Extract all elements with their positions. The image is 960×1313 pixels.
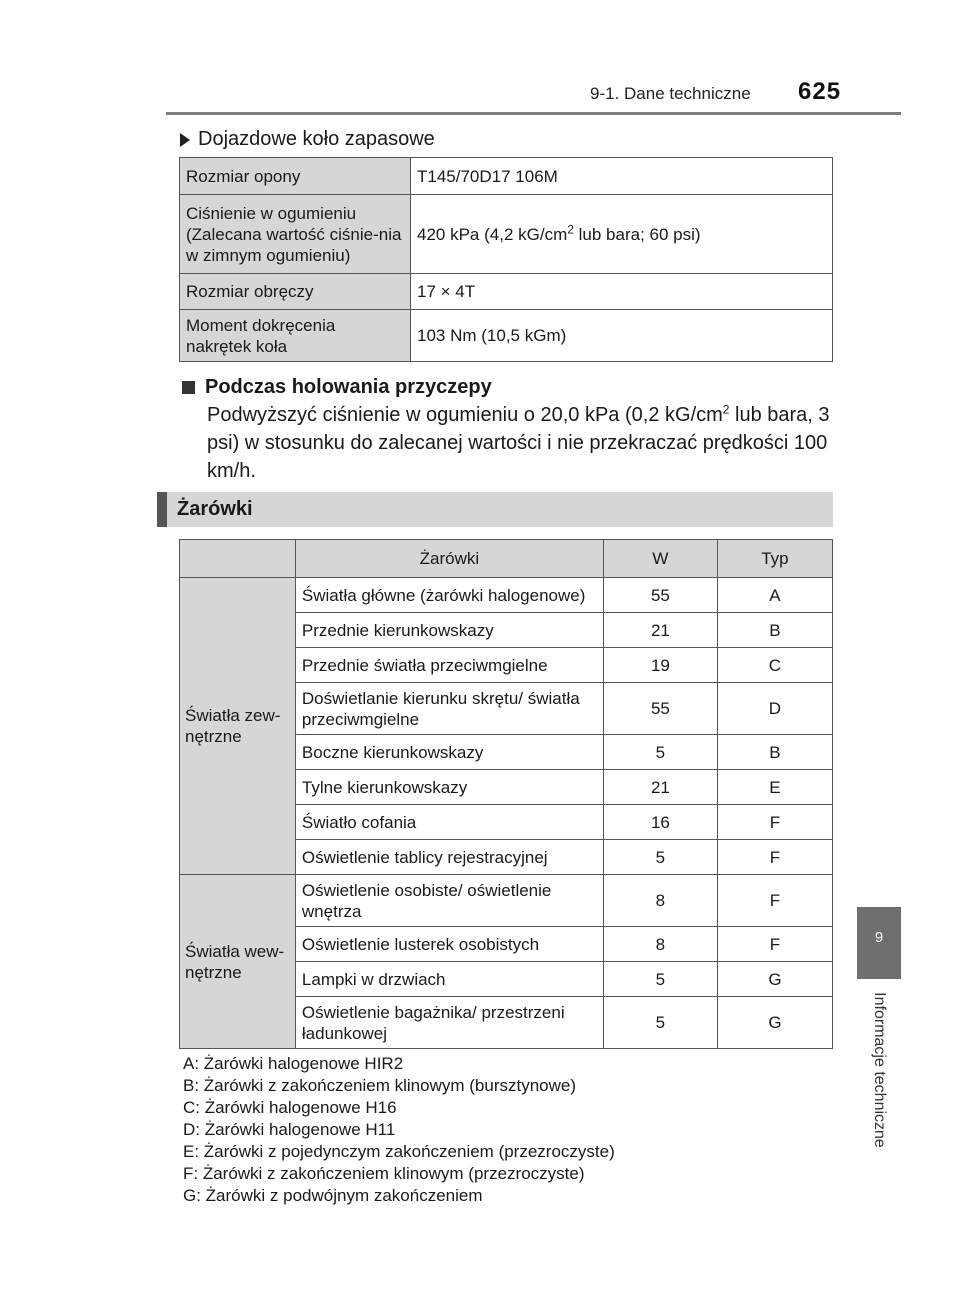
spare-wheel-heading — [180, 128, 435, 151]
bulb-name: Oświetlenie bagażnika/ przestrzeni ładunkowej — [295, 997, 603, 1049]
square-bullet-icon — [182, 381, 195, 394]
header-watt: W — [603, 540, 717, 578]
bulb-watt: 8 — [603, 875, 717, 927]
legend-item: E: Żarówki z pojedynczym zakończeniem (przezroczyste) — [183, 1142, 615, 1161]
bulb-type: G — [717, 997, 832, 1049]
bulb-watt: 55 — [603, 578, 717, 613]
pressure-value-sup: 2 — [567, 221, 574, 236]
bulb-watt: 55 — [603, 683, 717, 735]
bulb-name: Oświetlenie osobiste/ oświetlenie wnętrza — [295, 875, 603, 927]
legend-item: C: Żarówki halogenowe H16 — [183, 1098, 397, 1117]
bulb-type: F — [717, 927, 832, 962]
header-empty — [180, 540, 296, 578]
pressure-value-a: 420 kPa (4,2 kG/cm — [417, 224, 568, 244]
header-rule — [166, 112, 901, 115]
table-row — [180, 875, 833, 927]
spec-value: 103 Nm (10,5 kGm) — [411, 310, 833, 362]
group-interior: Światła wew-nętrzne — [180, 875, 296, 1049]
group-exterior: Światła zew-nętrzne — [180, 578, 296, 875]
page-number: 625 — [798, 78, 842, 105]
legend-item: D: Żarówki halogenowe H11 — [183, 1120, 396, 1139]
bulb-name: Światło cofania — [295, 805, 603, 840]
bulb-watt: 5 — [603, 962, 717, 997]
chapter-label: Informacje techniczne — [871, 992, 888, 1148]
bulb-watt: 19 — [603, 648, 717, 683]
legend-item: F: Żarówki z zakończeniem klinowym (przezroczyste) — [183, 1164, 585, 1183]
bulb-watt: 16 — [603, 805, 717, 840]
bulb-type: G — [717, 962, 832, 997]
bulb-type: B — [717, 735, 832, 770]
header-bulbs: Żarówki — [295, 540, 603, 578]
table-header-row — [180, 540, 833, 578]
bulb-type: F — [717, 840, 832, 875]
bulb-type: F — [717, 875, 832, 927]
bulb-name: Tylne kierunkowskazy — [295, 770, 603, 805]
spec-value-pressure — [411, 195, 833, 274]
bulb-watt: 5 — [603, 997, 717, 1049]
header-type: Typ — [717, 540, 832, 578]
bulb-name: Lampki w drzwiach — [295, 962, 603, 997]
bulb-type: D — [717, 683, 832, 735]
legend-item: A: Żarówki halogenowe HIR2 — [183, 1054, 404, 1073]
bulb-name: Przednie kierunkowskazy — [295, 613, 603, 648]
bulb-name: Doświetlanie kierunku skrętu/ światła przeciwmgielne — [295, 683, 603, 735]
bulb-watt: 8 — [603, 927, 717, 962]
spec-value: T145/70D17 106M — [411, 158, 833, 195]
bulb-name: Przednie światła przeciwmgielne — [295, 648, 603, 683]
bulbs-table — [179, 539, 833, 1049]
bulb-type: C — [717, 648, 832, 683]
bulb-type: E — [717, 770, 832, 805]
bulbs-section-bar — [157, 492, 833, 527]
table-row — [180, 195, 833, 274]
spec-value: 17 × 4T — [411, 274, 833, 310]
spec-label: Rozmiar opony — [180, 158, 411, 195]
bulb-watt: 21 — [603, 770, 717, 805]
table-row — [180, 578, 833, 613]
chapter-number: 9 — [874, 929, 884, 946]
header-section-title: 9-1. Dane techniczne — [590, 84, 751, 103]
towing-heading-text: Podczas holowania przyczepy — [205, 376, 492, 398]
legend-item: B: Żarówki z zakończeniem klinowym (bursztynowe) — [183, 1076, 577, 1095]
bulb-name: Oświetlenie tablicy rejestracyjnej — [295, 840, 603, 875]
chapter-tab — [857, 907, 901, 979]
bulb-name: Oświetlenie lusterek osobistych — [295, 927, 603, 962]
spec-label: Rozmiar obręczy — [180, 274, 411, 310]
table-row — [180, 310, 833, 362]
spare-wheel-table — [179, 157, 833, 362]
bulb-type-legend — [183, 1053, 615, 1207]
arrow-icon — [180, 133, 190, 147]
pressure-value-b: lub bara; 60 psi) — [573, 224, 701, 244]
table-row — [180, 158, 833, 195]
table-row — [180, 274, 833, 310]
bulb-watt: 21 — [603, 613, 717, 648]
towing-heading — [182, 376, 492, 399]
spec-label: Ciśnienie w ogumieniu (Zalecana wartość ciśnie-nia w zimnym ogumieniu) — [180, 195, 411, 274]
spare-wheel-heading-text: Dojazdowe koło zapasowe — [198, 128, 435, 150]
bulb-type: B — [717, 613, 832, 648]
bulb-name: Boczne kierunkowskazy — [295, 735, 603, 770]
bulbs-section-title: Żarówki — [177, 498, 253, 520]
bulb-type: F — [717, 805, 832, 840]
legend-item: G: Żarówki z podwójnym zakończeniem — [183, 1186, 483, 1205]
bulb-watt: 5 — [603, 840, 717, 875]
bulb-watt: 5 — [603, 735, 717, 770]
spec-label: Moment dokręcenia nakrętek koła — [180, 310, 411, 362]
bulb-name: Światła główne (żarówki halogenowe) — [295, 578, 603, 613]
bulb-type: A — [717, 578, 832, 613]
towing-text: Podwyższyć ciśnienie w ogumieniu o 20,0 kPa (0,2 $kG/cm^2$ lub bara, 3 psi) w stosunku do zalecanej wartości i nie przekraczać prędkości 100 km/h. — [207, 402, 830, 482]
